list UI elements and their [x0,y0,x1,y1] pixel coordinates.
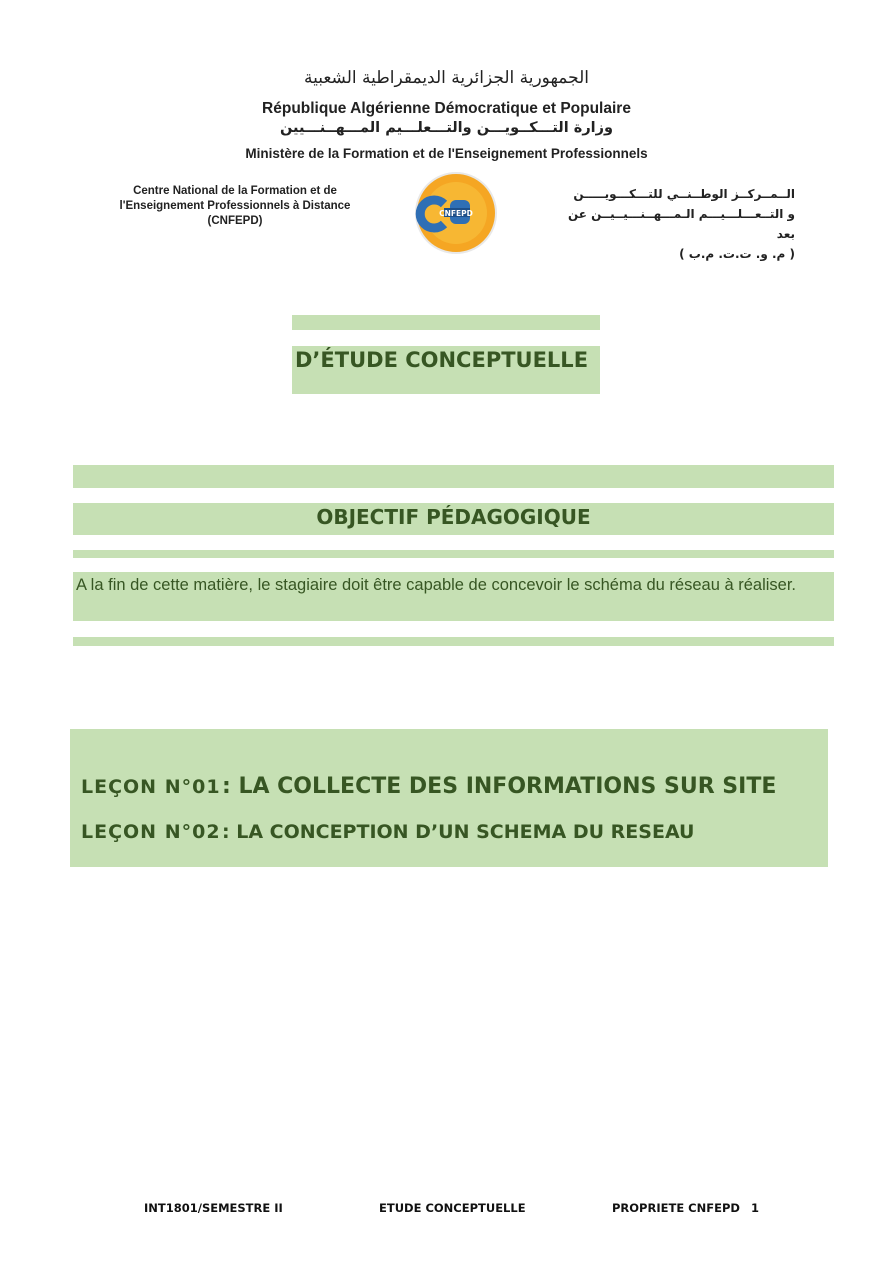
objective-separator [73,550,834,558]
centre-fr-line-2: l'Enseignement Professionnels à Distance [119,200,351,212]
lesson-number: LEÇON N°01 [81,776,221,798]
lesson-title: : LA CONCEPTION D’UN SCHEMA DU RESEAU [222,821,695,843]
footer-code: INT1801/SEMESTRE II [144,1201,283,1215]
objective-title-box [73,503,834,535]
lesson-item [81,774,776,799]
centre-fr-line-3: (CNFEPD) [207,215,263,227]
module-title: D’ÉTUDE CONCEPTUELLE [295,348,589,372]
centre-name-arabic [560,184,795,264]
module-band-top [292,315,600,330]
centre-name-french [100,184,370,229]
french-republic-title: République Algérienne Démocratique et Populaire [262,100,631,117]
objective-band-bottom [73,637,834,646]
cnfepd-logo [414,170,498,256]
french-ministry-title: Ministère de la Formation et de l'Enseignement Professionnels [245,146,648,161]
objective-band-top [73,465,834,488]
logo-text: CNFEPD [439,209,473,218]
footer-subject: ETUDE CONCEPTUELLE [379,1201,526,1215]
centre-ar-line-3: ( م. و. ت.ت. م.ب ) [679,247,795,261]
centre-ar-line-1: الــمــركــز الوطــنــي للتـــكـــويـــــن [573,187,795,201]
centre-ar-line-2: و التــعـــلـــيـــم الـمـــهــنـــيــيــن عن بعد [567,207,795,241]
page-number: 1 [751,1201,760,1215]
objective-text-box [73,572,834,621]
lesson-number: LEÇON N°02 [81,821,221,843]
objective-text: A la fin de cette matière, le stagiaire doit être capable de concevoir le schéma du réseau à réaliser. [76,576,796,594]
lesson-item [81,821,695,843]
centre-fr-line-1: Centre National de la Formation et de [133,185,337,197]
objective-title: OBJECTIF PÉDAGOGIQUE [316,505,591,529]
lesson-title: : LA COLLECTE DES INFORMATIONS SUR SITE [222,774,777,799]
footer-owner: PROPRIETE CNFEPD [612,1201,740,1215]
arabic-republic-title: الجمهورية الجزائرية الديمقراطية الشعبية [303,68,590,88]
lessons-box [70,729,828,867]
module-title-box [292,346,600,394]
arabic-ministry-title: وزارة التـــكــويـــن والتـــعلـــيم المـــهــنـــيين [279,120,614,136]
